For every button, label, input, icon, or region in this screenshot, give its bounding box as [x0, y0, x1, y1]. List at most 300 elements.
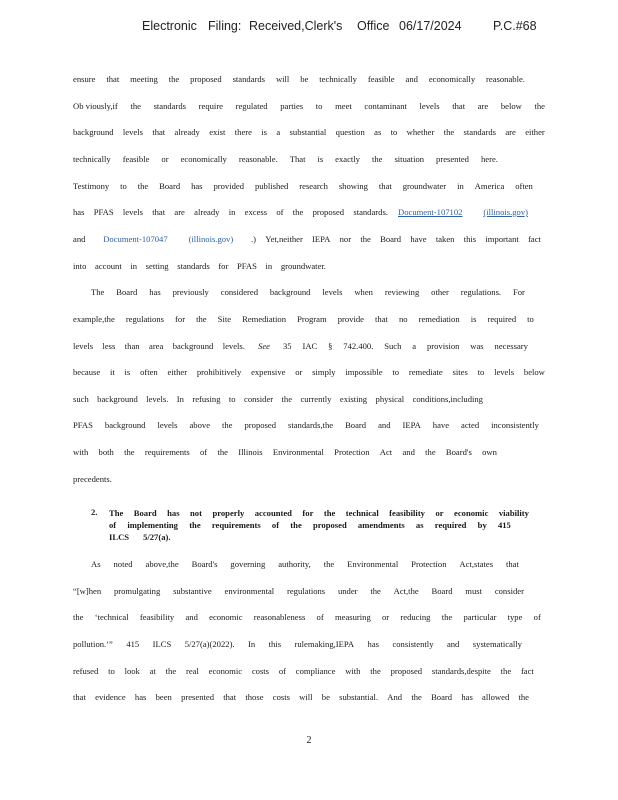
word: As	[91, 559, 101, 569]
word: above,the	[145, 559, 179, 569]
word: is	[470, 314, 477, 324]
word: substantial	[289, 127, 327, 137]
word: background	[97, 394, 138, 404]
word: already	[194, 207, 220, 217]
word: to	[477, 367, 485, 377]
word: in	[228, 207, 236, 217]
word: groundwater.	[280, 261, 326, 271]
word: the	[534, 101, 545, 111]
word: to	[315, 101, 323, 111]
word: for	[175, 314, 186, 324]
word: standards.	[353, 207, 388, 217]
word: standards	[463, 127, 497, 137]
word: background	[104, 420, 146, 430]
word: the	[443, 127, 455, 137]
word: reasonable.	[486, 74, 525, 84]
word: below	[523, 367, 545, 377]
word: simply	[312, 367, 336, 377]
word: currently	[300, 394, 332, 404]
word: accounted	[254, 508, 292, 518]
word: background	[73, 127, 114, 137]
text-and: and	[73, 234, 86, 244]
word: standards	[177, 261, 210, 271]
word: proposed	[312, 207, 345, 217]
word: consider	[494, 586, 524, 596]
word: often	[515, 181, 533, 191]
word: regulations	[286, 586, 326, 596]
word: of	[278, 666, 286, 676]
word: must	[465, 586, 483, 596]
word: that	[152, 207, 166, 217]
word: 415	[497, 520, 511, 530]
word: levels.	[222, 341, 245, 351]
word: at	[149, 666, 156, 676]
word: meet	[335, 101, 352, 111]
word: levels	[419, 101, 440, 111]
word: the	[292, 207, 304, 217]
word: to	[228, 394, 236, 404]
word: reasonable.	[238, 154, 278, 164]
word: often	[140, 367, 158, 377]
word: Board	[431, 586, 453, 596]
word: Remediation	[242, 314, 287, 324]
word: pollution.’”	[73, 639, 113, 649]
word: expensive	[251, 367, 286, 377]
word: setting	[145, 261, 169, 271]
text-line	[73, 418, 539, 432]
word: provision	[426, 341, 460, 351]
text-line	[73, 610, 541, 624]
filing-header	[0, 19, 618, 37]
word: or	[435, 508, 444, 518]
word: the	[124, 447, 135, 457]
word: that	[506, 559, 519, 569]
word: fact	[528, 234, 541, 244]
word: with	[73, 447, 89, 457]
word: levels	[322, 287, 343, 297]
word: regulations.	[460, 287, 502, 297]
word: be	[321, 692, 330, 702]
word: the	[73, 612, 84, 622]
word: levels	[73, 341, 94, 351]
word: the	[217, 447, 228, 457]
word: §	[328, 341, 333, 351]
word: the	[165, 666, 177, 676]
word: levels.	[146, 394, 169, 404]
word: compliance	[295, 666, 336, 676]
word: economically	[428, 74, 476, 84]
word: that	[73, 692, 86, 702]
word: IEPA	[312, 234, 331, 244]
word: feasibility	[139, 612, 175, 622]
word: reducing	[400, 612, 431, 622]
text-line	[73, 445, 497, 459]
word: levels	[122, 127, 143, 137]
word: properly	[212, 508, 245, 518]
text-line	[73, 339, 528, 353]
word: levels	[494, 367, 515, 377]
text-line	[73, 179, 533, 193]
word: Protection	[411, 559, 447, 569]
word: inconsistently	[491, 420, 539, 430]
word: the	[168, 74, 180, 84]
word: proposed	[390, 666, 423, 676]
word: 415	[126, 639, 140, 649]
word: whether	[406, 127, 435, 137]
section-heading	[109, 507, 529, 519]
word: to	[390, 127, 398, 137]
word: both	[98, 447, 114, 457]
word: require	[198, 101, 223, 111]
text-line	[73, 99, 545, 113]
word: in	[265, 261, 273, 271]
word: Act,the	[393, 586, 419, 596]
word: ILCS	[109, 532, 130, 542]
word: consistently	[392, 639, 434, 649]
word: of	[276, 207, 284, 217]
word: remediation	[418, 314, 460, 324]
word: presented	[181, 692, 215, 702]
text-line	[73, 472, 545, 486]
word: noted	[113, 559, 133, 569]
word: Yet,neither	[265, 234, 303, 244]
word: a	[412, 341, 417, 351]
word: this	[463, 234, 477, 244]
word: has	[134, 692, 147, 702]
word: that	[106, 74, 120, 84]
word: exist	[209, 127, 226, 137]
header-pc-number: P.C.#68	[493, 19, 537, 33]
word: Illinois	[238, 447, 263, 457]
word: with	[345, 666, 361, 676]
word: 35	[283, 341, 292, 351]
heading-number: 2.	[91, 507, 98, 517]
word: environmental	[224, 586, 275, 596]
word: have	[432, 420, 450, 430]
word: viability	[498, 508, 529, 518]
word: remediate	[408, 367, 443, 377]
word: Board	[116, 287, 138, 297]
word: of	[271, 520, 280, 530]
word: that	[452, 101, 466, 111]
text-line-part	[73, 205, 388, 219]
word: will	[275, 74, 290, 84]
word: Board	[133, 508, 157, 518]
word: has	[367, 639, 379, 649]
word: standards	[153, 101, 187, 111]
word: necessary	[494, 341, 528, 351]
word: the	[196, 314, 207, 324]
word: costs	[272, 692, 290, 702]
word: Site	[217, 314, 232, 324]
word: technically	[319, 74, 357, 84]
word: The	[91, 287, 105, 297]
word: the	[518, 692, 529, 702]
word: and	[185, 612, 198, 622]
text-line	[73, 125, 545, 139]
header-date: 06/17/2024	[399, 19, 462, 33]
word: has	[149, 287, 161, 297]
word: of	[316, 612, 324, 622]
word: account	[95, 261, 122, 271]
word: has	[191, 181, 203, 191]
word: Ob viously,if	[73, 101, 118, 111]
word: the	[371, 154, 383, 164]
word: Board	[380, 234, 402, 244]
word: groundwater	[402, 181, 447, 191]
word: Such	[384, 341, 402, 351]
document-link-107102[interactable]: Document-107102 (illinois.gov)	[398, 207, 528, 217]
word: have	[410, 234, 427, 244]
text-line	[73, 72, 525, 86]
word: meeting	[130, 74, 158, 84]
word: economic	[209, 612, 243, 622]
word: Testimony	[73, 181, 110, 191]
word: impossible	[345, 367, 383, 377]
word: consider	[244, 394, 274, 404]
word: the	[323, 559, 335, 569]
word: is	[124, 367, 131, 377]
header-office: Office	[357, 19, 390, 33]
word: excess	[244, 207, 268, 217]
word: precedents.	[73, 474, 112, 484]
word: Board	[431, 692, 453, 702]
word: amendments	[357, 520, 405, 530]
word: has	[167, 508, 180, 518]
word: Board	[159, 181, 181, 191]
word: 742.400.	[343, 341, 374, 351]
word: to	[392, 367, 400, 377]
word: implementing	[127, 520, 178, 530]
word: Environmental	[347, 559, 399, 569]
word: as	[415, 520, 424, 530]
word: that	[152, 127, 166, 137]
section-heading	[109, 531, 529, 543]
text-line	[73, 205, 528, 219]
word: important	[485, 234, 519, 244]
word: PFAS	[73, 420, 93, 430]
word: feasible	[367, 74, 395, 84]
word: 5/27(a).	[143, 532, 171, 542]
word: or	[161, 154, 169, 164]
word: the	[370, 586, 381, 596]
word: as	[374, 127, 382, 137]
text-see: See	[258, 341, 270, 351]
word: either	[525, 127, 545, 137]
word: For	[512, 287, 525, 297]
word: standards	[232, 74, 266, 84]
word: presented	[436, 154, 469, 164]
word: refusing	[192, 394, 221, 404]
word: into	[73, 261, 87, 271]
word: less	[102, 341, 116, 351]
word: by	[477, 520, 487, 530]
word: will	[299, 692, 313, 702]
text-line-part	[73, 339, 245, 353]
word: levels	[122, 207, 143, 217]
word: Act,states	[459, 559, 494, 569]
word: there	[234, 127, 252, 137]
word: no	[398, 314, 408, 324]
word: and	[402, 447, 415, 457]
word: look	[124, 666, 140, 676]
word: than	[124, 341, 140, 351]
word: regulated	[235, 101, 268, 111]
text-line	[73, 584, 524, 598]
word: that	[378, 181, 392, 191]
word: that	[375, 314, 388, 324]
word: substantial.	[339, 692, 379, 702]
word: promulgating	[113, 586, 161, 596]
word: under	[337, 586, 358, 596]
word: refused	[73, 666, 99, 676]
word: prohibitively	[196, 367, 242, 377]
word: to	[108, 666, 115, 676]
word: type	[507, 612, 523, 622]
word: And	[387, 692, 403, 702]
word: because	[73, 367, 101, 377]
word: the	[189, 520, 201, 530]
word: for	[218, 261, 229, 271]
word: to	[527, 314, 534, 324]
word: either	[167, 367, 188, 377]
section-heading	[109, 519, 511, 531]
word: The	[109, 508, 124, 518]
word: Protection	[334, 447, 370, 457]
text-line	[73, 392, 483, 406]
word: authority,	[278, 559, 311, 569]
word: research	[299, 181, 328, 191]
word: is	[261, 127, 268, 137]
word: conditions,including	[412, 394, 483, 404]
word: systematically	[472, 639, 522, 649]
word: standards,despite	[431, 666, 491, 676]
word: or	[382, 612, 390, 622]
word: the	[281, 394, 293, 404]
word: governing	[230, 559, 266, 569]
word: the	[222, 420, 233, 430]
word: Board	[345, 420, 367, 430]
word: the	[360, 234, 371, 244]
text-line-part	[283, 339, 528, 353]
word: are	[505, 127, 516, 137]
word: existing	[339, 394, 368, 404]
word: Board's	[445, 447, 472, 457]
word: for	[302, 508, 314, 518]
word: particular	[463, 612, 497, 622]
word: 5/27(a)(2022).	[184, 639, 235, 649]
word: be	[300, 74, 309, 84]
word: own	[482, 447, 497, 457]
word: the	[130, 101, 141, 111]
word: IEPA	[402, 420, 421, 430]
word: proposed	[190, 74, 222, 84]
word: such	[73, 394, 89, 404]
word: the	[411, 692, 422, 702]
word: .)	[250, 234, 256, 244]
word: requirements	[211, 520, 261, 530]
word: example,the	[73, 314, 115, 324]
word: proposed	[312, 520, 347, 530]
word: that	[223, 692, 237, 702]
word: considered	[220, 287, 258, 297]
word: was	[470, 341, 484, 351]
word: and	[405, 74, 418, 84]
word: background	[269, 287, 311, 297]
word: reasonableness	[253, 612, 306, 622]
word: already	[174, 127, 200, 137]
text-line	[73, 312, 534, 326]
word: reviewing	[384, 287, 420, 297]
word: economically	[180, 154, 227, 164]
word: is	[317, 154, 324, 164]
header-filing: Filing:	[208, 19, 242, 33]
word: not	[190, 508, 202, 518]
word: the	[500, 666, 512, 676]
word: evidence	[95, 692, 126, 702]
word: PFAS	[236, 261, 257, 271]
word: technically	[73, 154, 111, 164]
document-link-107047[interactable]: Document-107047 (illinois.gov)	[103, 234, 234, 244]
word: ILCS	[152, 639, 172, 649]
word: economic	[454, 508, 489, 518]
word: those	[245, 692, 264, 702]
word: the	[137, 181, 149, 191]
word: are	[477, 101, 489, 111]
word: the	[425, 447, 436, 457]
word: “[w]hen	[73, 586, 102, 596]
word: standards,the	[287, 420, 334, 430]
word: In	[176, 394, 184, 404]
word: economic	[208, 666, 243, 676]
word: nor	[339, 234, 352, 244]
word: when	[354, 287, 373, 297]
word: Program	[297, 314, 327, 324]
word: or	[295, 367, 303, 377]
word: question	[335, 127, 365, 137]
word: here.	[480, 154, 498, 164]
word: allowed	[482, 692, 510, 702]
word: above	[189, 420, 211, 430]
text-line	[73, 232, 541, 246]
word: it	[109, 367, 115, 377]
text-line	[73, 365, 545, 379]
word: below	[500, 101, 522, 111]
word: Board's	[191, 559, 218, 569]
word: substantive	[173, 586, 212, 596]
page-number: 2	[306, 735, 312, 746]
word: rulemaking,IEPA	[294, 639, 355, 649]
word: proposed	[244, 420, 276, 430]
word: physical	[375, 394, 405, 404]
word: situation	[394, 154, 425, 164]
word: ‘technical	[94, 612, 129, 622]
word: IAC	[302, 341, 318, 351]
word: to	[120, 181, 127, 191]
word: required	[487, 314, 517, 324]
word: fact	[520, 666, 534, 676]
word: ensure	[73, 74, 96, 84]
word: this	[268, 639, 282, 649]
word: and	[446, 639, 460, 649]
word: acted	[461, 420, 480, 430]
text-line	[91, 285, 525, 299]
text-line	[73, 637, 522, 651]
word: Act	[379, 447, 393, 457]
word: of	[533, 612, 541, 622]
word: in	[457, 181, 464, 191]
word: contaminant	[364, 101, 407, 111]
